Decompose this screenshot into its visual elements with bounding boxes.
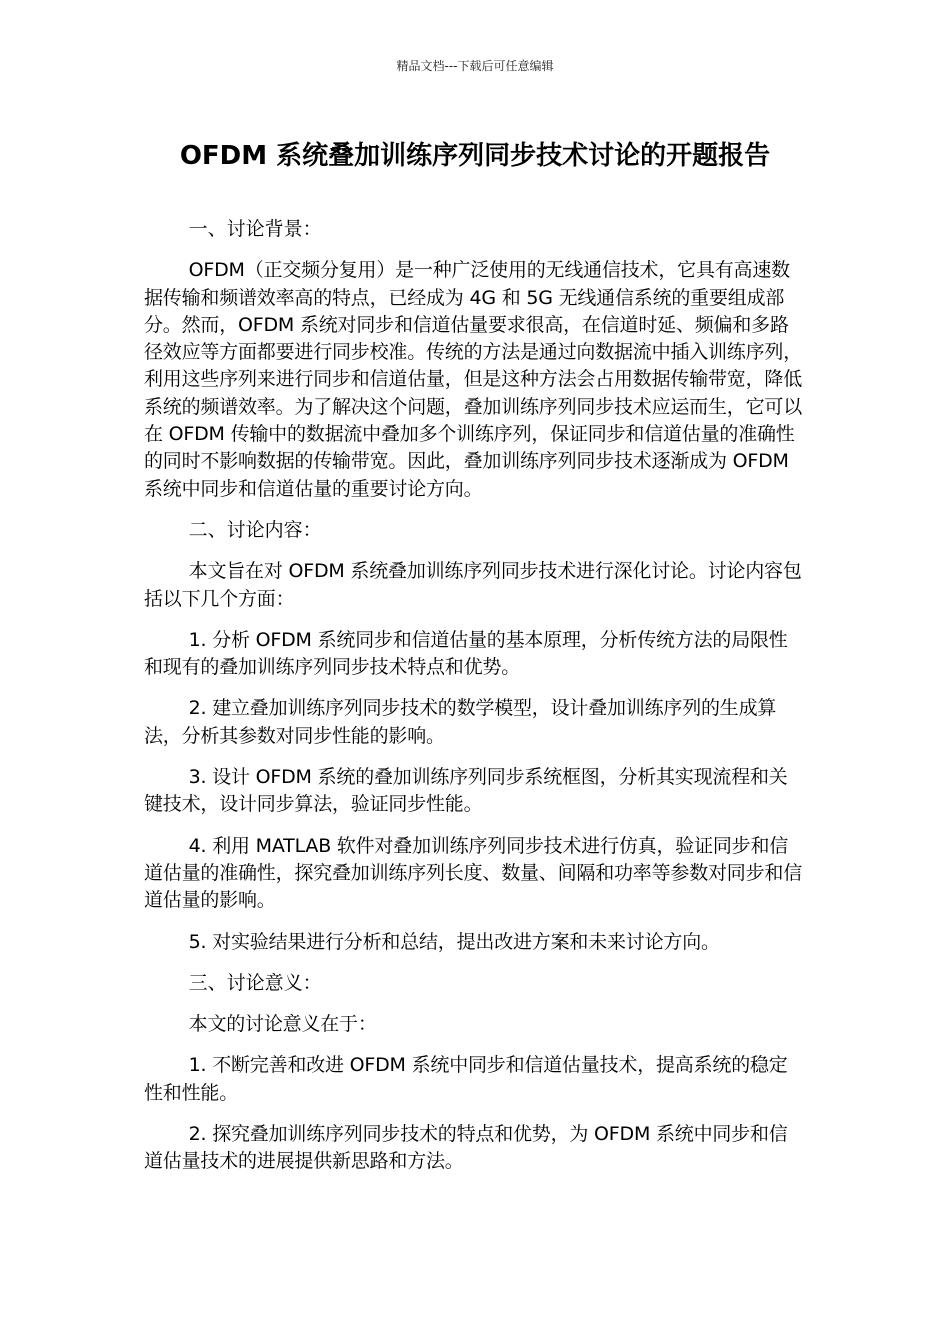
- section-significance: [144, 970, 806, 1176]
- section-background: [144, 216, 806, 503]
- body-paragraph: 本文的讨论意义在于：: [188, 1013, 377, 1036]
- list-item: 1. 不断完善和改进 OFDM 系统中同步和信道估量技术，提高系统的稳定性和性能。: [144, 1054, 788, 1104]
- list-item: 2. 建立叠加训练序列同步技术的数学模型，设计叠加训练序列的生成算法，分析其参数对同步性能的影响。: [144, 697, 777, 747]
- list-item: 5. 对实验结果进行分析和总结，提出改进方案和未来讨论方向。: [188, 930, 720, 953]
- list-item: 2. 探究叠加训练序列同步技术的特点和优势，为 OFDM 系统中同步和信道估量技术的进展提供新思路和方法。: [144, 1123, 788, 1173]
- section-heading: 一、讨论背景：: [188, 218, 322, 240]
- list-item: 1. 分析 OFDM 系统同步和信道估量的基本原理，分析传统方法的局限性和现有的叠加训练序列同步技术特点和优势。: [144, 628, 788, 679]
- section-heading: 三、讨论意义：: [188, 971, 322, 994]
- section-heading: 二、讨论内容：: [188, 518, 322, 541]
- document-title: OFDM 系统叠加训练序列同步技术讨论的开题报告: [179, 141, 771, 171]
- body-paragraph: 本文旨在对 OFDM 系统叠加训练序列同步技术进行深化讨论。讨论内容包括以下几个方面：: [144, 560, 802, 610]
- list-item: 3. 设计 OFDM 系统的叠加训练序列同步系统框图，分析其实现流程和关键技术，设计同步算法，验证同步性能。: [144, 766, 788, 816]
- page-header: 精品文档---下载后可任意编辑: [396, 59, 554, 73]
- section-content: [144, 517, 806, 956]
- list-item: 4. 利用 MATLAB 软件对叠加训练序列同步技术进行仿真，验证同步和信道估量的准确性，探究叠加训练序列长度、数量、间隔和功率等参数对同步和信道估量的影响。: [144, 834, 803, 912]
- body-paragraph: OFDM（正交频分复用）是一种广泛使用的无线通信技术，它具有高速数据传输和频谱效率高的特点，已经成为 4G 和 5G 无线通信系统的重要组成部分。然而，OFDM 系统对同步和信道估量要求很高，在信道时延、频偏和多路径效应等方面都要进行同步校准。传统的方法是通过向数据流中插入训练序列，利用这些序列来进行同步和信道估量，但是这种方法会占用数据传输带宽，降低系统的频谱效率。为了解决这个问题，叠加训练序列同步技术应运而生，它可以在 OFDM 传输中的数据流中叠加多个训练序列，保证同步和信道估量的准确性的同时不影响数据的传输带宽。因此，叠加训练序列同步技术逐渐成为 OFDM 系统中同步和信道估量的重要讨论方向。: [144, 259, 803, 500]
- document-body: [144, 216, 806, 1190]
